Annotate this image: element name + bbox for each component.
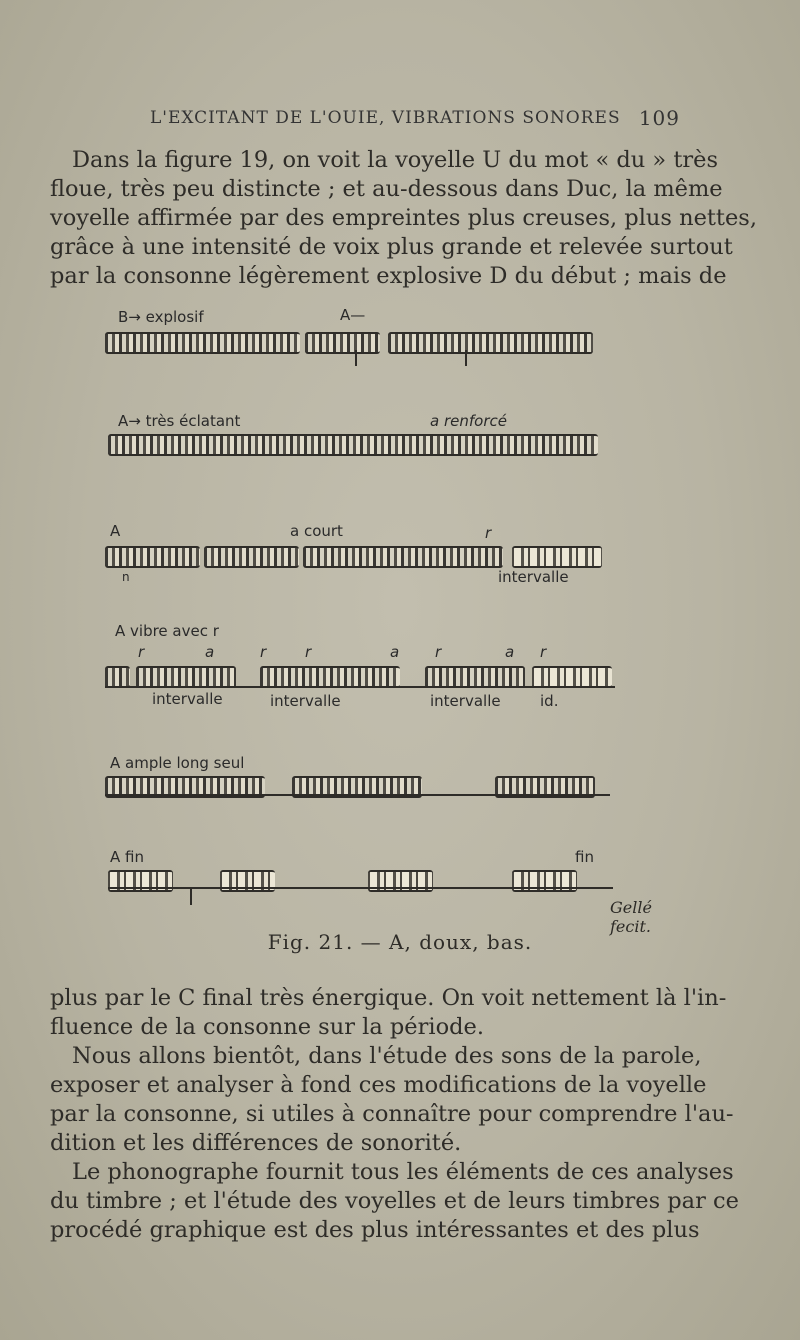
row6-left-label: A fin xyxy=(110,848,144,866)
row1-left-label: B→ explosif xyxy=(118,308,204,326)
row4-title: A vibre avec r xyxy=(115,622,219,640)
row4-letter: r xyxy=(305,643,312,661)
text-line: Le phonographe fournit tous les éléments de ces analyses xyxy=(72,1159,734,1185)
row4-letter: r xyxy=(138,643,145,661)
page-number: 109 xyxy=(638,106,680,130)
row5-label: A ample long seul xyxy=(110,754,245,772)
text-line: du timbre ; et l'étude des voyelles et de leurs timbres par ce xyxy=(50,1188,739,1214)
figure-caption: Fig. 21. — A, doux, bas. xyxy=(267,930,533,954)
row6-right-label: fin xyxy=(575,848,594,866)
text-line: dition et les différences de sonorité. xyxy=(50,1130,462,1156)
text-line: Nous allons bientôt, dans l'étude des sons de la parole, xyxy=(72,1043,702,1069)
trace-segment xyxy=(105,332,300,354)
row3-label-mid: a court xyxy=(290,522,343,540)
trace-segment xyxy=(204,546,299,568)
trace-segment xyxy=(136,666,236,688)
row4-letter: a xyxy=(505,643,515,661)
text-line: fluence de la consonne sur la période. xyxy=(50,1014,484,1040)
row4-letter: a xyxy=(390,643,400,661)
trace-tick xyxy=(190,889,192,905)
row3-label-a: A xyxy=(110,522,121,540)
row4-interval-label: intervalle xyxy=(152,690,223,708)
text-line: exposer et analyser à fond ces modifications de la voyelle xyxy=(50,1072,707,1098)
text-line: procédé graphique est des plus intéressantes et des plus xyxy=(50,1217,700,1243)
paragraph-top xyxy=(50,146,757,291)
trace-segment xyxy=(260,666,400,688)
trace-tick xyxy=(465,350,467,366)
trace-segment xyxy=(512,546,602,568)
row4-letter: r xyxy=(260,643,267,661)
trace-segment xyxy=(105,546,200,568)
trace-segment xyxy=(305,332,380,354)
text-line: Dans la figure 19, on voit la voyelle U du mot « du » très xyxy=(72,147,718,173)
row4-letter: a xyxy=(205,643,215,661)
row3-label-r: r xyxy=(485,524,492,542)
engraver-signature: Gellé fecit. xyxy=(610,898,652,936)
trace-tick xyxy=(355,350,357,366)
row2-right-label: a renforcé xyxy=(430,412,507,430)
row3-label-n: n xyxy=(122,570,130,584)
trace-segment xyxy=(303,546,503,568)
row4-interval-label: id. xyxy=(540,692,559,710)
row4-letter: r xyxy=(435,643,442,661)
phonograph-trace-figure xyxy=(100,300,652,940)
row4-interval-label: intervalle xyxy=(430,692,501,710)
trace-segment xyxy=(425,666,525,688)
trace-segment xyxy=(108,434,598,456)
text-line: grâce à une intensité de voix plus grande et relevée surtout xyxy=(50,234,733,260)
text-line: par la consonne légèrement explosive D du début ; mais de xyxy=(50,263,727,289)
text-line: par la consonne, si utiles à connaître pour comprendre l'au- xyxy=(50,1101,734,1127)
row4-letter: r xyxy=(540,643,547,661)
running-head xyxy=(150,108,680,138)
trace-baseline xyxy=(108,887,613,889)
text-line: plus par le C final très énergique. On voit nettement là l'in- xyxy=(50,985,727,1011)
paragraph-bottom xyxy=(50,984,739,1245)
trace-baseline xyxy=(105,794,610,796)
trace-baseline xyxy=(105,686,615,688)
row4-interval-label: intervalle xyxy=(270,692,341,710)
row3-label-interval: intervalle xyxy=(498,568,569,586)
running-head-title: L'EXCITANT DE L'OUIE, VIBRATIONS SONORES xyxy=(150,108,621,128)
row2-left-label: A→ très éclatant xyxy=(118,412,241,430)
trace-segment xyxy=(532,666,612,688)
row1-right-label: A— xyxy=(340,306,366,324)
trace-segment xyxy=(388,332,593,354)
trace-segment xyxy=(105,666,130,688)
text-line: voyelle affirmée par des empreintes plus creuses, plus nettes, xyxy=(50,205,757,231)
text-line: floue, très peu distincte ; et au-dessous dans Duc, la même xyxy=(50,176,723,202)
